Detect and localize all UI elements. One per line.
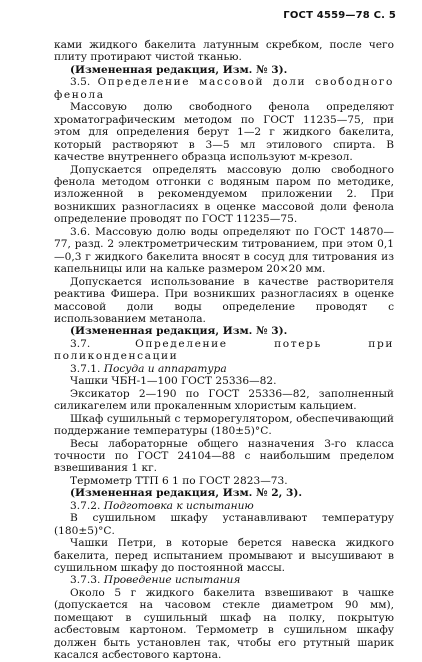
page-header: ГОСТ 4559—78 С. 5 [283,10,396,21]
section-title: Подготовка к испытанию [103,499,254,512]
paragraph-water-content: 3.6. Массовую долю воды определяют по ГОСТ 14870—77, разд. 2 электрометрическим титрованием, при этом 0,1—0,3 г жидкого бакелита вносят в сосуд для титрования из капельницы или на кальке размером 20×20 мм. [54,225,394,276]
section-heading-3-7 [54,338,394,363]
section-number: 3.7.3. [70,574,101,587]
paragraph-desiccator: Эксикатор 2—190 по ГОСТ 25336—82, заполненный силикагелем или прокаленным хлористым кальцием. [54,387,394,413]
paragraph-scales: Весы лабораторные общего назначения 3-го класса точности по ГОСТ 24104—88 с наибольшим пределом взвешивания 1 кг. [54,437,394,475]
subsection-heading-3-7-1 [54,363,394,375]
section-number: 3.7. [70,337,91,350]
subsection-heading-3-7-2 [54,500,394,512]
section-title: Определение массовой доли свободного фенола [54,76,395,101]
document-body [54,39,394,662]
amendment-note: (Измененная редакция, Изм. № 2, 3). [70,487,303,500]
amendment-note: (Измененная редакция, Изм. № 3). [70,63,288,76]
section-number: 3.7.1. [70,362,101,375]
section-title: Определение потерь при поликонденсации [54,337,394,363]
subsection-heading-3-7-3 [54,574,394,586]
section-title: Посуда и аппаратура [103,362,227,375]
paragraph-set-temperature: В сушильном шкафу устанавливают температуру (180±5)°С. [54,512,394,537]
paragraph-phenol-distillation: Допускается определять массовую долю свободного фенола методом отгонки с водяным паром по методике, изложенной в рекомендуемом приложении 2. При возникших разногласиях в оценке массовой доли фенола определение проводят по ГОСТ 11235—75. [54,163,394,226]
paragraph-dishes: Чашки ЧБН-1—100 ГОСТ 25336—82. [70,375,277,388]
section-heading-3-5 [54,76,394,101]
amendment-note: (Измененная редакция, Изм. № 3). [70,325,288,338]
section-number: 3.7.2. [70,499,101,512]
paragraph-thermometer: Термометр ТТП 6 1 по ГОСТ 2823—73. [70,474,288,487]
paragraph-test-procedure: Около 5 г жидкого бакелита взвешивают в чашке (допускается на часовом стекле диаметром 90 мм), помещают в сушильный шкаф на полку, покрытую асбестовым картоном. Термометр в сушильном шкафу должен быть установлен так, чтобы его ртутный шарик касался асбестового картона. [54,586,394,662]
paragraph-fischer-reagent: Допускается использование в качестве растворителя реактива Фишера. При возникших разногласиях в оценке массовой доли воды определение проводят с использованием метанола. [54,275,394,325]
paragraph-continuation: ками жидкого бакелита латунным скребком, после чего плиту протирают чистой тканью. [54,39,394,64]
paragraph-phenol-method: Массовую долю свободного фенола определяют хроматографическим методом по ГОСТ 11235—75, при этом для определения берут 1—2 г жидкого бакелита, который растворяют в 3—5 мл этилового спирта. В качестве внутреннего образца используют м-крезол. [54,101,394,164]
section-title: Проведение испытания [103,574,241,587]
paragraph-petri-dishes: Чашки Петри, в которые берется навеска жидкого бакелита, перед испытанием промывают и высушивают в сушильном шкафу до постоянной массы. [54,537,394,575]
section-number: 3.5. [70,76,91,89]
paragraph-drying-cabinet: Шкаф сушильный с терморегулятором, обеспечивающий поддержание температуры (180±5)°С. [54,412,394,438]
